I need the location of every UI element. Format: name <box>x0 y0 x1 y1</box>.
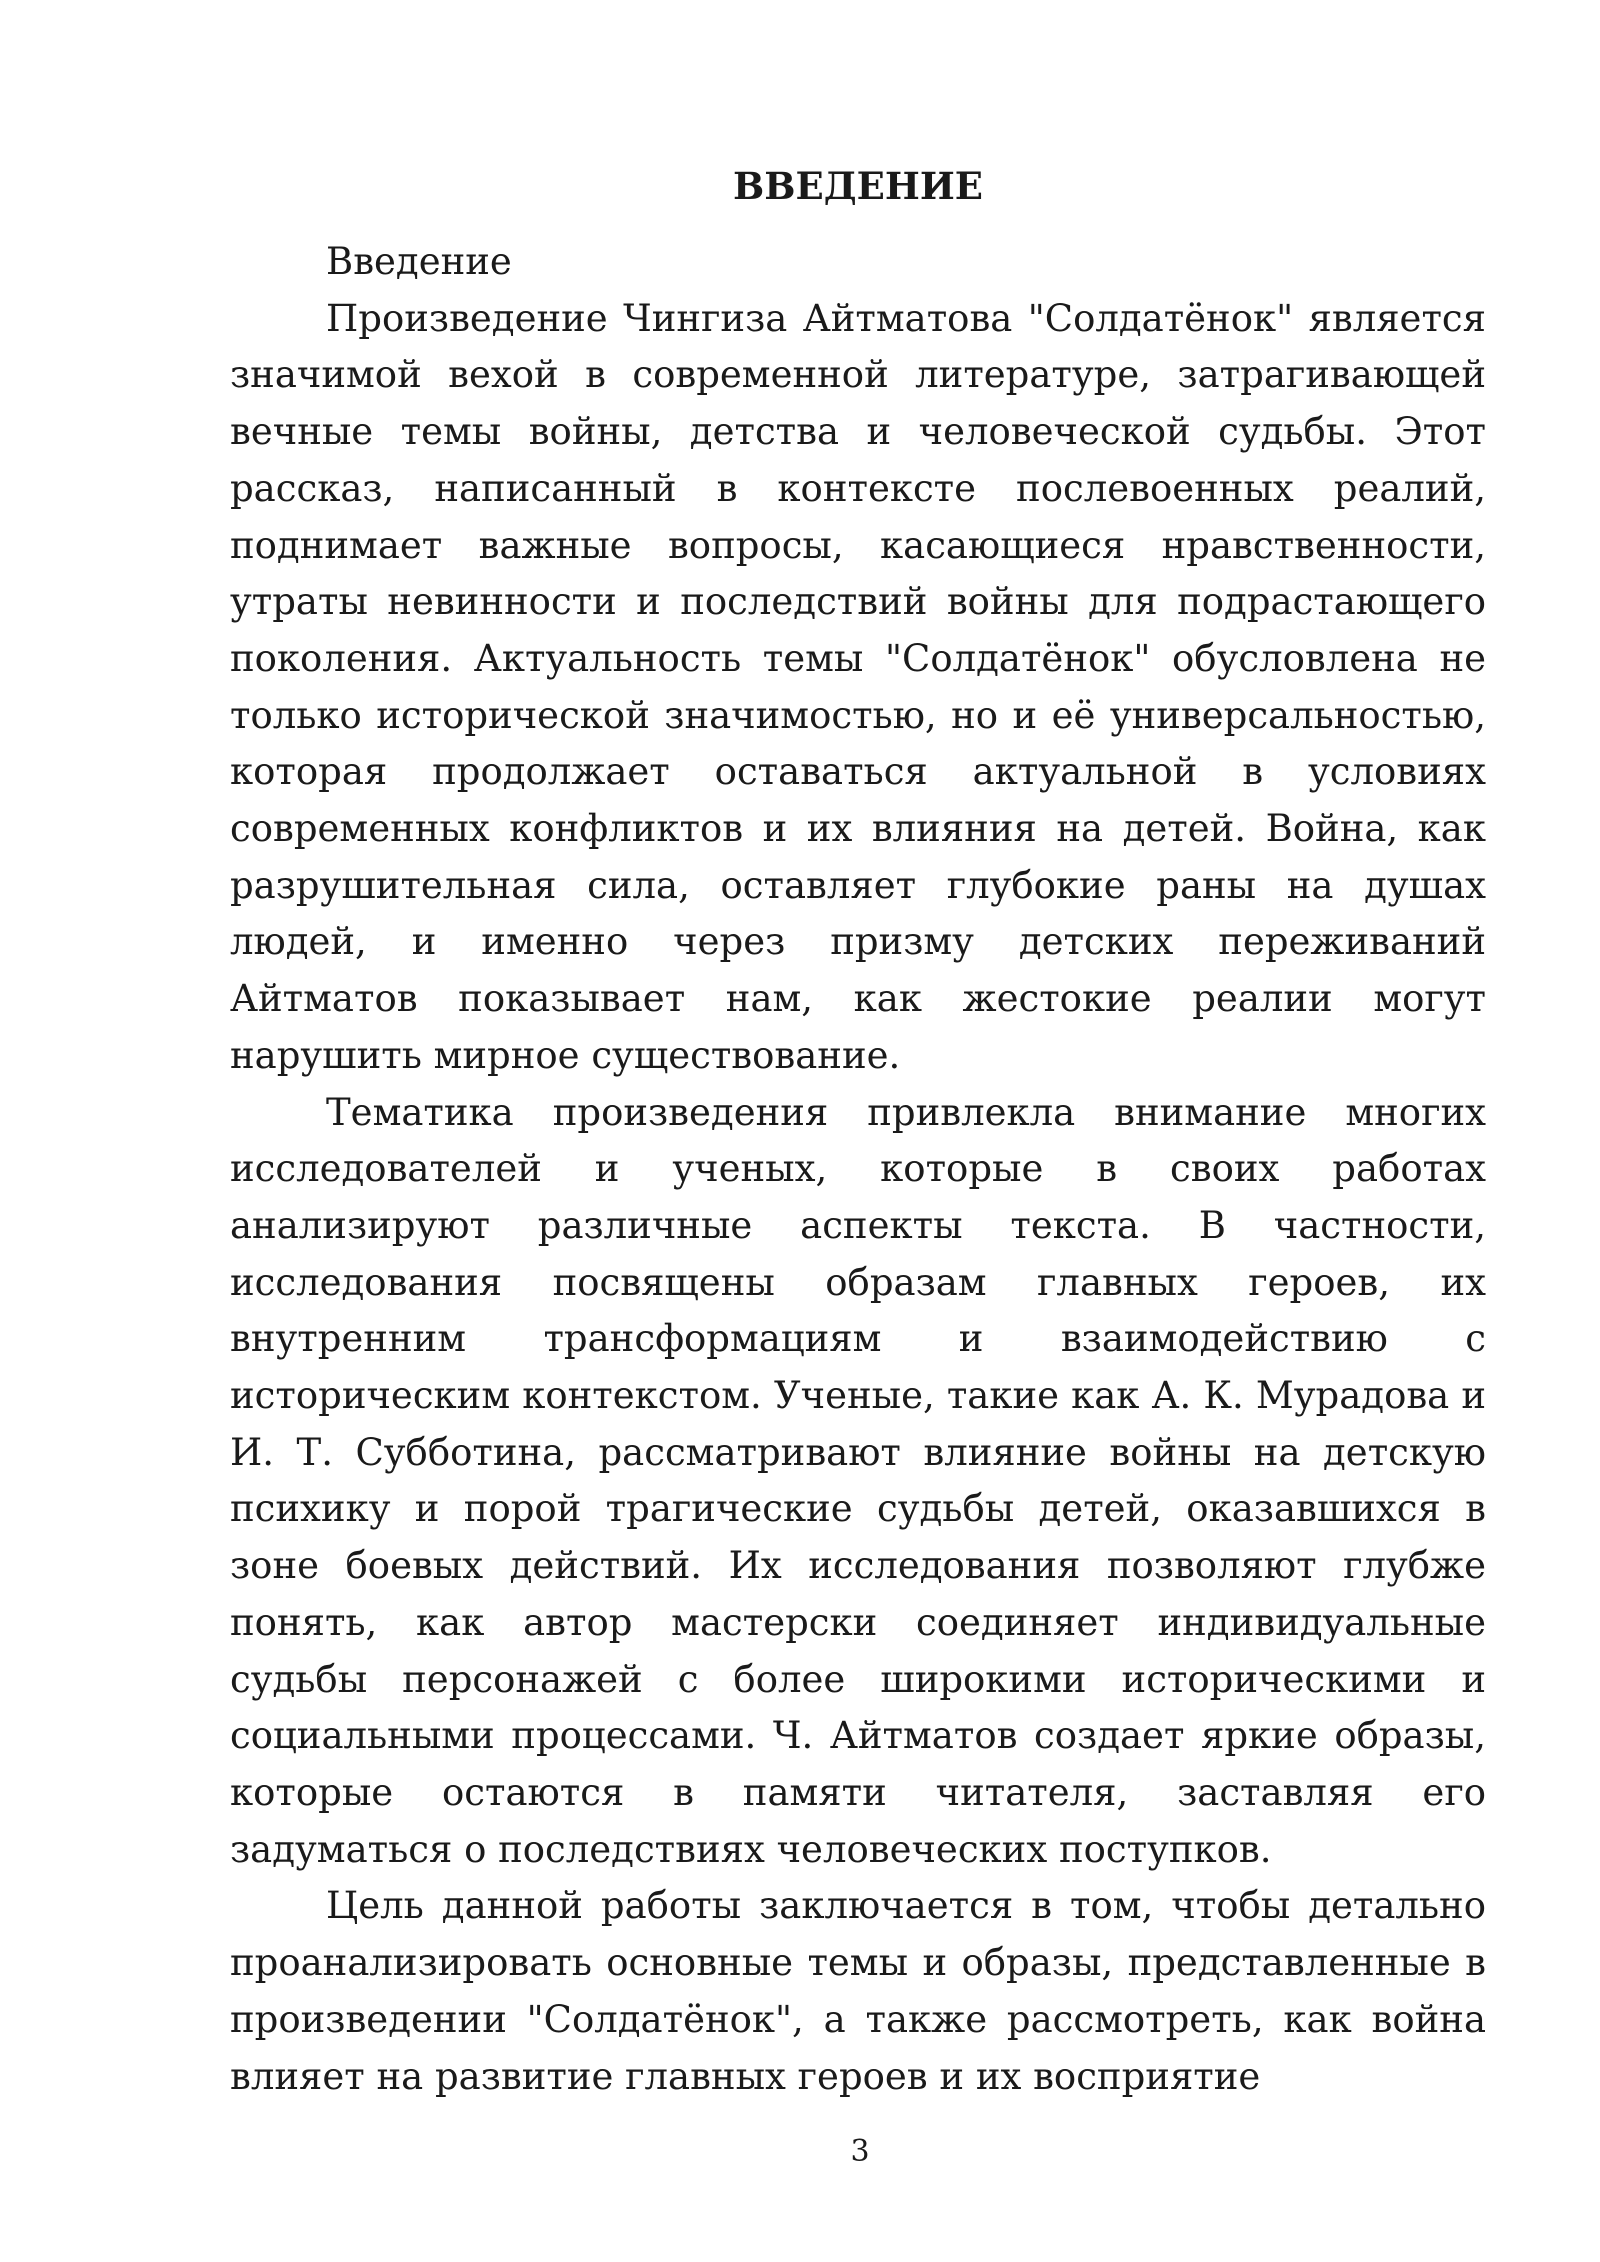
paragraph-intro-label: Введение <box>326 240 512 283</box>
section-heading: ВВЕДЕНИЕ <box>733 164 983 208</box>
paragraph-relevance: Произведение Чингиза Айтматова "Солдатёнок" является значимой вехой в современной литературе, затрагивающей вечные темы войны, детства и человеческой судьбы. Этот рассказ, написанный в контексте послевоенных реалий, поднимает важные вопросы, касающиеся нравственности, утраты невинности и последствий войны для подрастающего поколения. Актуальность темы "Солдатёнок" обусловлена не только исторической значимостью, но и её универсальностью, которая продолжает оставаться актуальной в условиях современных конфликтов и их влияния на детей. Война, как разрушительная сила, оставляет глубокие раны на душах людей, и именно через призму детских переживаний Айтматов показывает нам, как жестокие реалии могут нарушить мирное существование. <box>230 296 1486 1077</box>
paragraph-research: Тематика произведения привлекла внимание многих исследователей и ученых, которые в своих работах анализируют различные аспекты текста. В частности, исследования посвящены образам главных героев, их внутренним трансформациям и взаимодействию с историческим контекстом. Ученые, такие как А. К. Мурадова и И. Т. Субботина, рассматривают влияние войны на детскую психику и порой трагические судьбы детей, оказавшихся в зоне боевых действий. Их исследования позволяют глубже понять, как автор мастерски соединяет индивидуальные судьбы персонажей с более широкими историческими и социальными процессами. Ч. Айтматов создает яркие образы, которые остаются в памяти читателя, заставляя его задуматься о последствиях человеческих поступков. <box>230 1090 1486 1871</box>
document-body <box>230 158 1486 2105</box>
paragraph-goal: Цель данной работы заключается в том, чтобы детально проанализировать основные темы и образы, представленные в произведении "Солдатёнок", а также рассмотреть, как война влияет на развитие главных героев и их восприятие <box>230 1884 1486 2098</box>
page-number: 3 <box>850 2134 870 2169</box>
